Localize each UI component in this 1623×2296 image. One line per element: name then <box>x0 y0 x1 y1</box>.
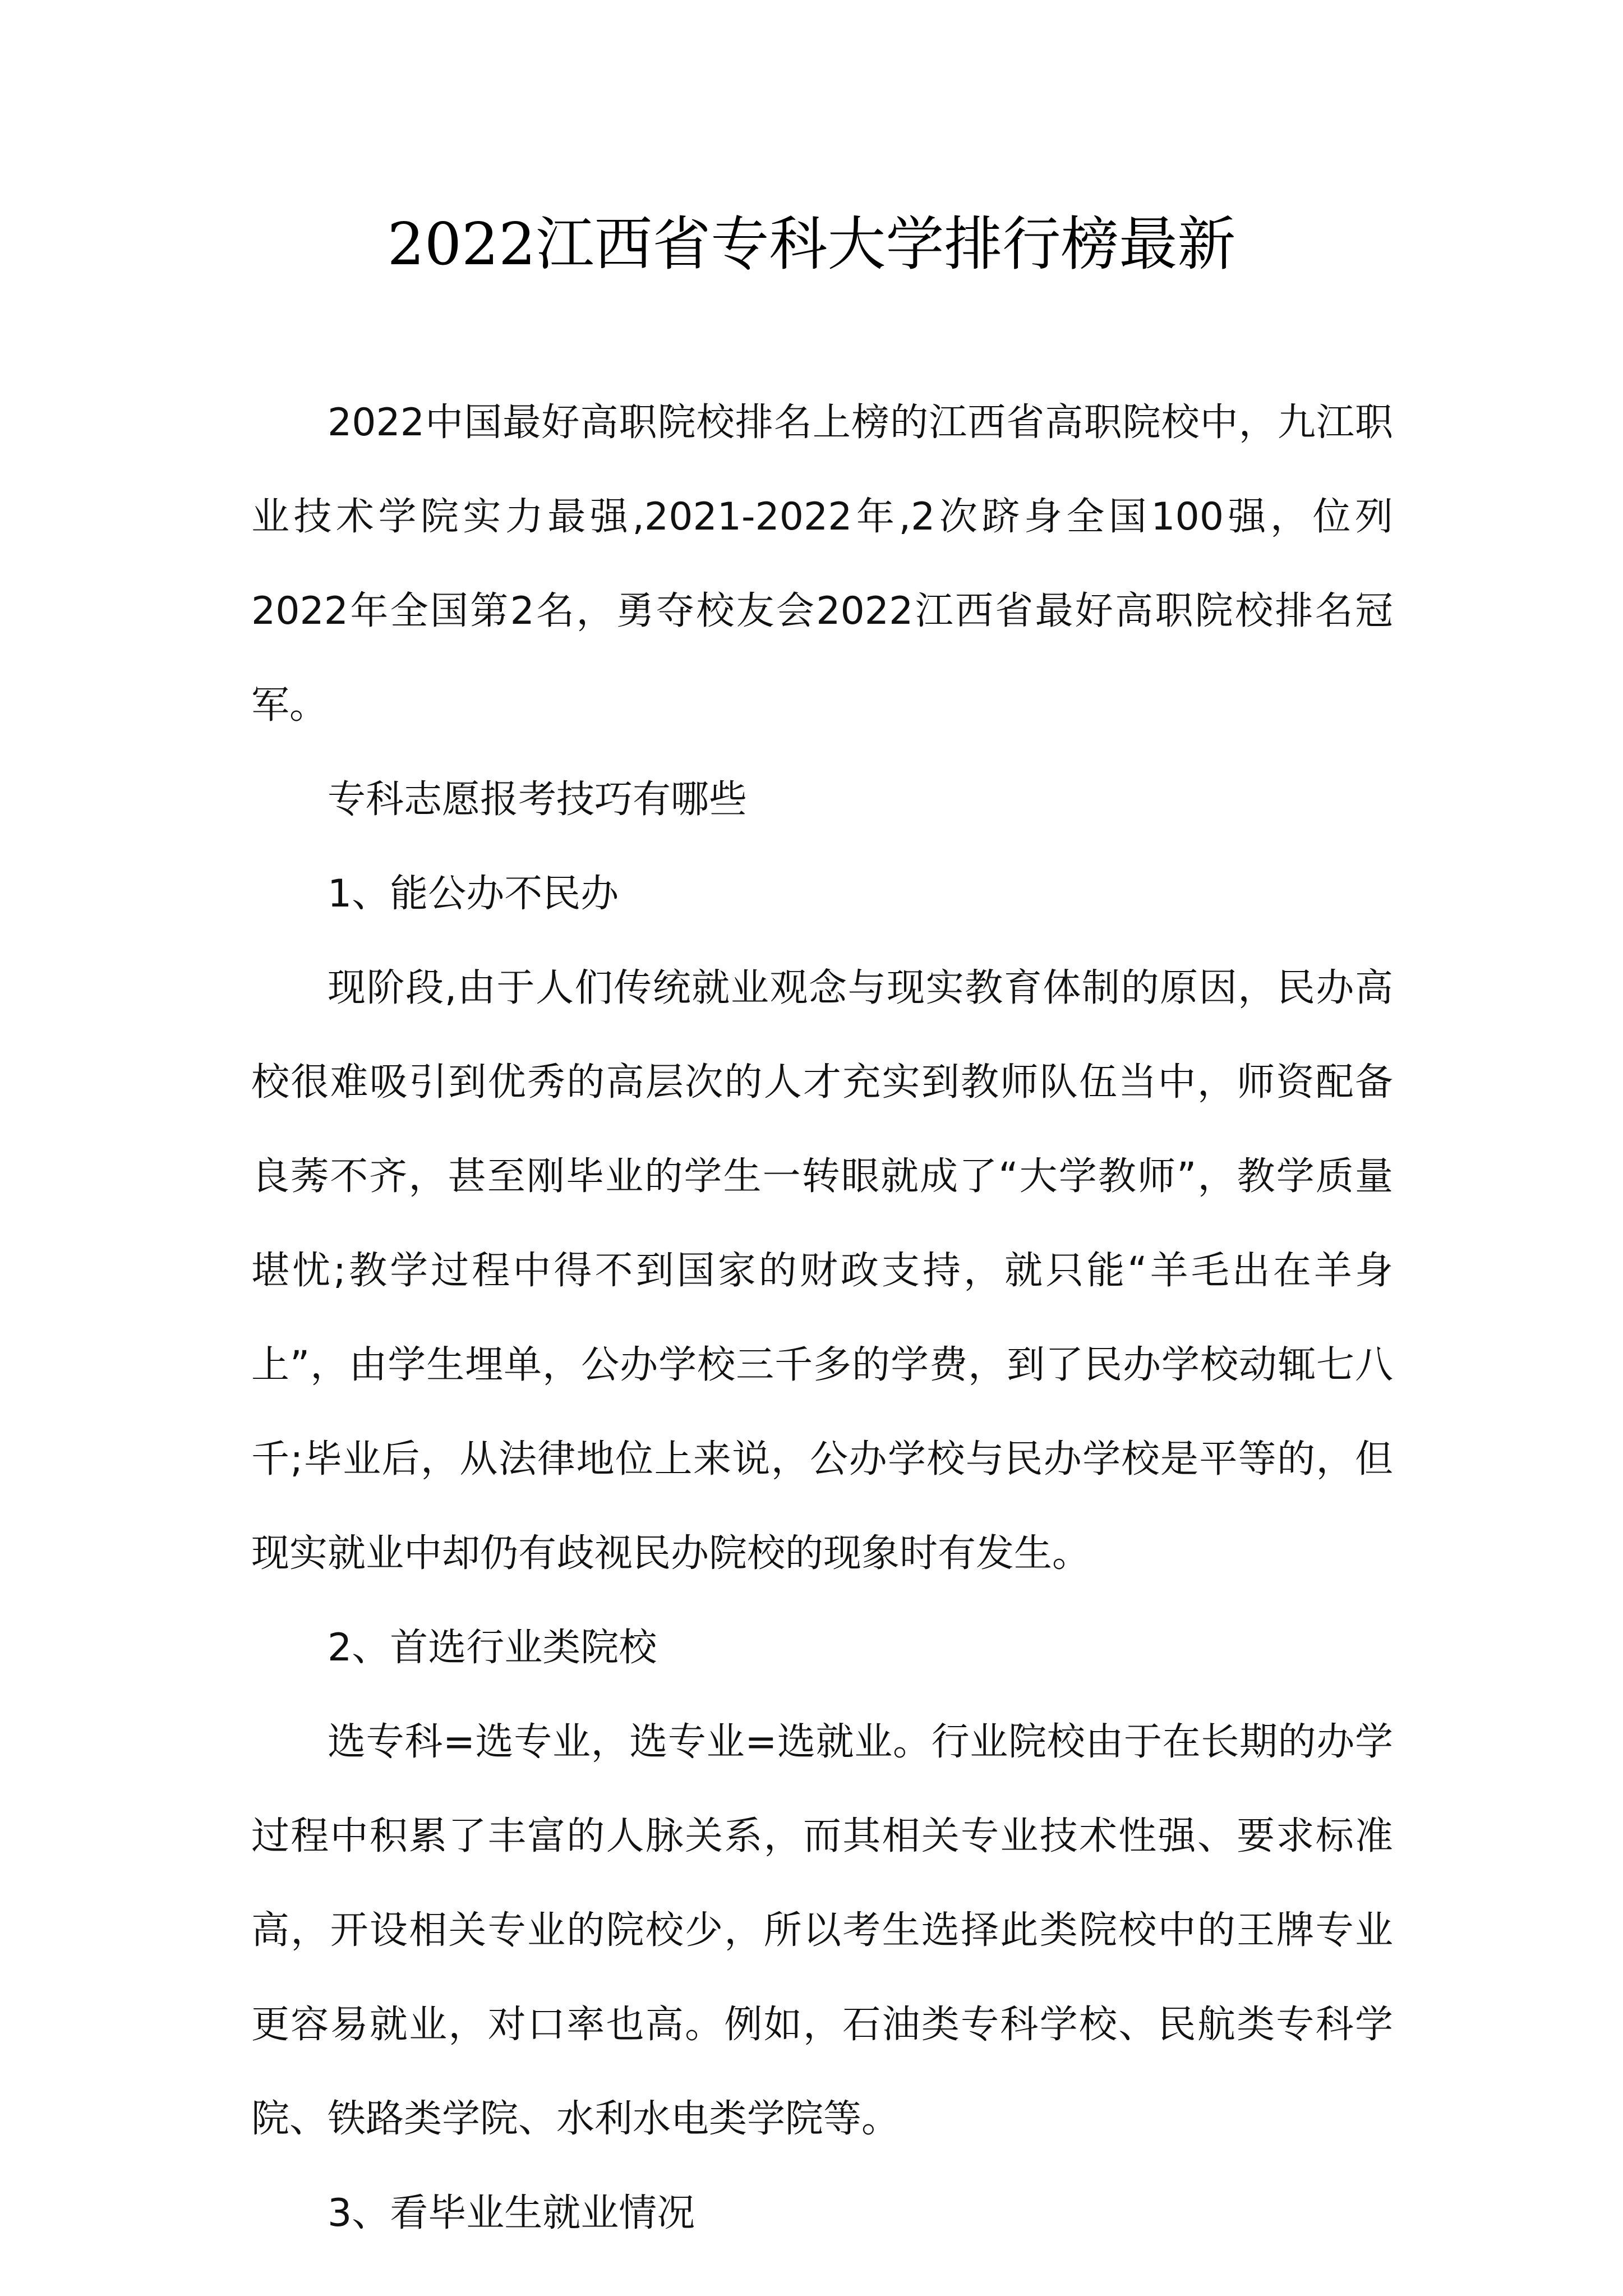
document-body <box>251 376 1393 2261</box>
paragraph-tip-1: 现阶段,由于人们传统就业观念与现实教育体制的原因，民办高校很难吸引到优秀的高层次的人才充实到教师队伍当中，师资配备良莠不齐，甚至刚毕业的学生一转眼就成了“大学教师”，教学质量堪忧;教学过程中得不到国家的财政支持，就只能“羊毛出在羊身上”，由学生埋单，公办学校三千多的学费，到了民办学校动辄七八千;毕业后，从法律地位上来说，公办学校与民办学校是平等的，但现实就业中却仍有歧视民办院校的现象时有发生。 <box>251 966 1393 1576</box>
paragraph-intro: 2022中国最好高职院校排名上榜的江西省高职院校中，九江职业技术学院实力最强,2021-2022年,2次跻身全国100强，位列2022年全国第2名，勇夺校友会2022江西省最好高职院校排名冠军。 <box>251 401 1393 728</box>
tip-heading-3: 3、看毕业生就业情况 <box>328 2191 695 2235</box>
tip-heading-1: 1、能公办不民办 <box>328 872 619 916</box>
document-title: 2022江西省专科大学排行榜最新 <box>387 210 1236 278</box>
section-heading-tips: 专科志愿报考技巧有哪些 <box>328 777 748 822</box>
paragraph-tip-2: 选专科=选专业，选专业=选就业。行业院校由于在长期的办学过程中积累了丰富的人脉关系，而其相关专业技术性强、要求标准高，开设相关专业的院校少，所以考生选择此类院校中的王牌专业更容易就业，对口率也高。例如，石油类专科学校、民航类专科学院、铁路类学院、水利水电类学院等。 <box>251 1720 1393 2141</box>
tip-heading-2: 2、首选行业类院校 <box>328 1626 657 1670</box>
